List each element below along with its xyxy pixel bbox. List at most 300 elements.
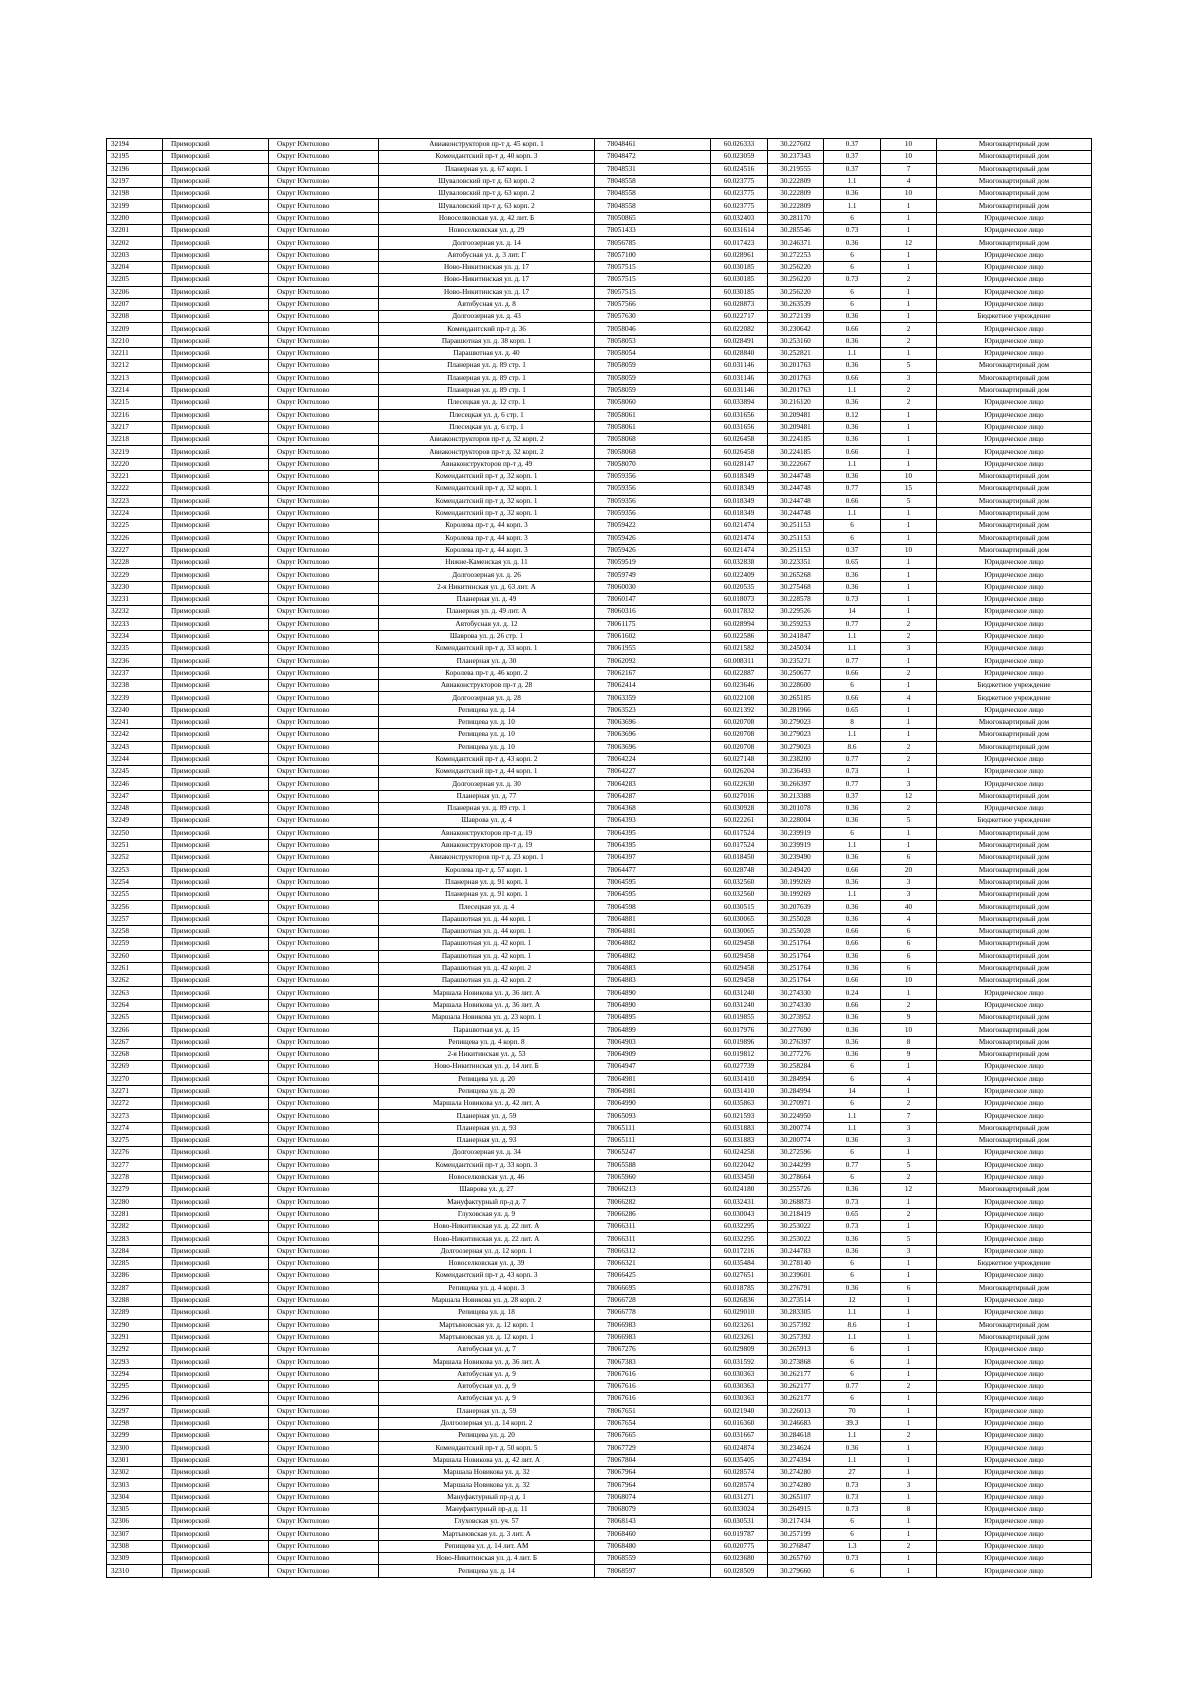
district-cell: Приморский — [163, 446, 269, 458]
code-cell: 78058060 — [595, 397, 711, 409]
count-cell: 1 — [881, 1061, 937, 1073]
table-row — [107, 507, 1092, 519]
count-cell: 3 — [881, 1135, 937, 1147]
code-cell: 78063359 — [595, 692, 711, 704]
code-cell: 78064903 — [595, 1036, 711, 1048]
district-cell: Приморский — [163, 1110, 269, 1122]
district-cell: Приморский — [163, 200, 269, 212]
address-cell: Мануфактурный пр-д д. 1 — [379, 1491, 595, 1503]
longitude-cell: 30.239919 — [768, 839, 824, 851]
table-row — [107, 483, 1092, 495]
latitude-cell: 60.026333 — [711, 139, 768, 151]
value-cell: 0.36 — [824, 335, 881, 347]
district-cell: Приморский — [163, 913, 269, 925]
latitude-cell: 60.008311 — [711, 655, 768, 667]
count-cell: 5 — [881, 495, 937, 507]
municipality-cell: Округ Юнтолово — [269, 1294, 379, 1306]
district-cell: Приморский — [163, 1282, 269, 1294]
table-row — [107, 1319, 1092, 1331]
table-row — [107, 1221, 1092, 1233]
count-cell: 3 — [881, 1122, 937, 1134]
latitude-cell: 60.018349 — [711, 483, 768, 495]
municipality-cell: Округ Юнтолово — [269, 1282, 379, 1294]
table-row — [107, 1516, 1092, 1528]
municipality-cell: Округ Юнтолово — [269, 618, 379, 630]
row-id-cell: 32303 — [107, 1479, 163, 1491]
municipality-cell: Округ Юнтолово — [269, 1491, 379, 1503]
table-row — [107, 962, 1092, 974]
category-cell: Юридическое лицо — [937, 1467, 1092, 1479]
district-cell: Приморский — [163, 397, 269, 409]
category-cell: Юридическое лицо — [937, 1479, 1092, 1491]
address-cell: Ново-Никитинская ул. д. 17 — [379, 286, 595, 298]
count-cell: 1 — [881, 716, 937, 728]
category-cell: Многоквартирный дом — [937, 938, 1092, 950]
code-cell: 78066286 — [595, 1208, 711, 1220]
value-cell: 0.77 — [824, 778, 881, 790]
table-row — [107, 938, 1092, 950]
category-cell: Многоквартирный дом — [937, 1184, 1092, 1196]
municipality-cell: Округ Юнтолово — [269, 323, 379, 335]
longitude-cell: 30.227602 — [768, 139, 824, 151]
count-cell: 1 — [881, 286, 937, 298]
municipality-cell: Округ Юнтолово — [269, 987, 379, 999]
category-cell: Юридическое лицо — [937, 1503, 1092, 1515]
count-cell: 3 — [881, 372, 937, 384]
district-cell: Приморский — [163, 311, 269, 323]
code-cell: 78068143 — [595, 1516, 711, 1528]
latitude-cell: 60.017524 — [711, 827, 768, 839]
category-cell: Юридическое лицо — [937, 249, 1092, 261]
category-cell: Юридическое лицо — [937, 593, 1092, 605]
district-cell: Приморский — [163, 630, 269, 642]
code-cell: 78067964 — [595, 1467, 711, 1479]
count-cell: 1 — [881, 434, 937, 446]
category-cell: Многоквартирный дом — [937, 384, 1092, 396]
municipality-cell: Округ Юнтолово — [269, 692, 379, 704]
count-cell: 1 — [881, 680, 937, 692]
municipality-cell: Округ Юнтолово — [269, 926, 379, 938]
table-row — [107, 175, 1092, 187]
code-cell: 78057100 — [595, 249, 711, 261]
code-cell: 78064895 — [595, 1012, 711, 1024]
value-cell: 0.77 — [824, 1159, 881, 1171]
district-cell: Приморский — [163, 901, 269, 913]
address-cell: Комендантский пр-т д. 36 — [379, 323, 595, 335]
longitude-cell: 30.255028 — [768, 926, 824, 938]
category-cell: Юридическое лицо — [937, 212, 1092, 224]
value-cell: 12 — [824, 1294, 881, 1306]
row-id-cell: 32255 — [107, 889, 163, 901]
municipality-cell: Округ Юнтолово — [269, 815, 379, 827]
row-id-cell: 32264 — [107, 999, 163, 1011]
category-cell: Юридическое лицо — [937, 421, 1092, 433]
latitude-cell: 60.031883 — [711, 1135, 768, 1147]
count-cell: 1 — [881, 507, 937, 519]
district-cell: Приморский — [163, 987, 269, 999]
municipality-cell: Округ Юнтолово — [269, 544, 379, 556]
category-cell: Многоквартирный дом — [937, 962, 1092, 974]
code-cell: 78066282 — [595, 1196, 711, 1208]
district-cell: Приморский — [163, 1516, 269, 1528]
value-cell: 0.36 — [824, 815, 881, 827]
value-cell: 1.1 — [824, 1454, 881, 1466]
municipality-cell: Округ Юнтолово — [269, 1245, 379, 1257]
district-cell: Приморский — [163, 532, 269, 544]
row-id-cell: 32279 — [107, 1184, 163, 1196]
address-cell: Репищева ул. д. 14 — [379, 1565, 595, 1577]
value-cell: 0.36 — [824, 1442, 881, 1454]
code-cell: 78061175 — [595, 618, 711, 630]
address-cell: Планерная ул. д. 91 корп. 1 — [379, 889, 595, 901]
table-row — [107, 975, 1092, 987]
municipality-cell: Округ Юнтолово — [269, 237, 379, 249]
row-id-cell: 32239 — [107, 692, 163, 704]
table-row — [107, 593, 1092, 605]
district-cell: Приморский — [163, 1491, 269, 1503]
category-cell: Многоквартирный дом — [937, 163, 1092, 175]
district-cell: Приморский — [163, 225, 269, 237]
value-cell: 0.77 — [824, 618, 881, 630]
row-id-cell: 32209 — [107, 323, 163, 335]
value-cell: 6 — [824, 1061, 881, 1073]
category-cell: Юридическое лицо — [937, 1344, 1092, 1356]
address-cell: Авиаконструкторов пр-т д. 49 — [379, 458, 595, 470]
value-cell: 0.36 — [824, 471, 881, 483]
value-cell: 0.66 — [824, 975, 881, 987]
municipality-cell: Округ Юнтолово — [269, 1454, 379, 1466]
count-cell: 6 — [881, 852, 937, 864]
latitude-cell: 60.031271 — [711, 1491, 768, 1503]
district-cell: Приморский — [163, 753, 269, 765]
district-cell: Приморский — [163, 1368, 269, 1380]
municipality-cell: Округ Юнтолово — [269, 1048, 379, 1060]
municipality-cell: Округ Юнтолово — [269, 1368, 379, 1380]
table-row — [107, 360, 1092, 372]
table-row — [107, 1479, 1092, 1491]
latitude-cell: 60.021474 — [711, 520, 768, 532]
value-cell: 8 — [824, 716, 881, 728]
address-cell: Парашютная ул. д. 44 корп. 1 — [379, 913, 595, 925]
value-cell: 0.77 — [824, 1380, 881, 1392]
table-row — [107, 667, 1092, 679]
row-id-cell: 32271 — [107, 1085, 163, 1097]
value-cell: 0.36 — [824, 950, 881, 962]
municipality-cell: Округ Юнтолово — [269, 384, 379, 396]
row-id-cell: 32220 — [107, 458, 163, 470]
category-cell: Юридическое лицо — [937, 1356, 1092, 1368]
count-cell: 1 — [881, 593, 937, 605]
district-cell: Приморский — [163, 1233, 269, 1245]
table-row — [107, 544, 1092, 556]
value-cell: 1.1 — [824, 839, 881, 851]
longitude-cell: 30.253022 — [768, 1233, 824, 1245]
count-cell: 7 — [881, 163, 937, 175]
row-id-cell: 32219 — [107, 446, 163, 458]
count-cell: 1 — [881, 1454, 937, 1466]
category-cell: Многоквартирный дом — [937, 1331, 1092, 1343]
municipality-cell: Округ Юнтолово — [269, 643, 379, 655]
category-cell: Юридическое лицо — [937, 606, 1092, 618]
longitude-cell: 30.251153 — [768, 532, 824, 544]
code-cell: 78067616 — [595, 1393, 711, 1405]
table-row — [107, 1245, 1092, 1257]
address-cell: Репищева ул. д. 20 — [379, 1430, 595, 1442]
latitude-cell: 60.017976 — [711, 1024, 768, 1036]
category-cell: Многоквартирный дом — [937, 876, 1092, 888]
latitude-cell: 60.017524 — [711, 839, 768, 851]
count-cell: 8 — [881, 1503, 937, 1515]
district-cell: Приморский — [163, 1171, 269, 1183]
code-cell: 78064883 — [595, 962, 711, 974]
latitude-cell: 60.029458 — [711, 962, 768, 974]
code-cell: 78061602 — [595, 630, 711, 642]
longitude-cell: 30.199269 — [768, 889, 824, 901]
address-cell: Репищева ул. д. 18 — [379, 1307, 595, 1319]
count-cell: 9 — [881, 1012, 937, 1024]
code-cell: 78057515 — [595, 286, 711, 298]
row-id-cell: 32259 — [107, 938, 163, 950]
longitude-cell: 30.281170 — [768, 212, 824, 224]
address-cell: Маршала Новикова ул. д. 32 — [379, 1479, 595, 1491]
latitude-cell: 60.023646 — [711, 680, 768, 692]
code-cell: 78058059 — [595, 360, 711, 372]
row-id-cell: 32310 — [107, 1565, 163, 1577]
count-cell: 1 — [881, 249, 937, 261]
latitude-cell: 60.030363 — [711, 1380, 768, 1392]
category-cell: Юридическое лицо — [937, 409, 1092, 421]
row-id-cell: 32215 — [107, 397, 163, 409]
latitude-cell: 60.028748 — [711, 864, 768, 876]
value-cell: 0.36 — [824, 1024, 881, 1036]
municipality-cell: Округ Юнтолово — [269, 1147, 379, 1159]
value-cell: 1.1 — [824, 630, 881, 642]
longitude-cell: 30.266397 — [768, 778, 824, 790]
latitude-cell: 60.033894 — [711, 397, 768, 409]
category-cell: Юридическое лицо — [937, 348, 1092, 360]
count-cell: 1 — [881, 1368, 937, 1380]
latitude-cell: 60.031410 — [711, 1073, 768, 1085]
district-cell: Приморский — [163, 1565, 269, 1577]
address-cell: Шаврова ул. д. 26 стр. 1 — [379, 630, 595, 642]
longitude-cell: 30.244299 — [768, 1159, 824, 1171]
municipality-cell: Округ Юнтолово — [269, 200, 379, 212]
district-cell: Приморский — [163, 286, 269, 298]
table-row — [107, 163, 1092, 175]
code-cell: 78063696 — [595, 741, 711, 753]
district-cell: Приморский — [163, 1454, 269, 1466]
count-cell: 10 — [881, 139, 937, 151]
category-cell: Юридическое лицо — [937, 1540, 1092, 1552]
longitude-cell: 30.285546 — [768, 225, 824, 237]
category-cell: Многоквартирный дом — [937, 188, 1092, 200]
category-cell: Юридическое лицо — [937, 1380, 1092, 1392]
value-cell: 0.73 — [824, 593, 881, 605]
count-cell: 2 — [881, 1171, 937, 1183]
municipality-cell: Округ Юнтолово — [269, 938, 379, 950]
row-id-cell: 32282 — [107, 1221, 163, 1233]
value-cell: 0.66 — [824, 999, 881, 1011]
value-cell: 1.1 — [824, 507, 881, 519]
district-cell: Приморский — [163, 803, 269, 815]
longitude-cell: 30.218419 — [768, 1208, 824, 1220]
latitude-cell: 60.019896 — [711, 1036, 768, 1048]
code-cell: 78060316 — [595, 606, 711, 618]
district-cell: Приморский — [163, 1479, 269, 1491]
district-cell: Приморский — [163, 175, 269, 187]
row-id-cell: 32241 — [107, 716, 163, 728]
municipality-cell: Округ Юнтолово — [269, 249, 379, 261]
address-cell: Комендантский пр-т д. 32 корп. 1 — [379, 495, 595, 507]
municipality-cell: Округ Юнтолово — [269, 1036, 379, 1048]
longitude-cell: 30.273868 — [768, 1356, 824, 1368]
longitude-cell: 30.251764 — [768, 962, 824, 974]
row-id-cell: 32248 — [107, 803, 163, 815]
longitude-cell: 30.274394 — [768, 1454, 824, 1466]
count-cell: 12 — [881, 1184, 937, 1196]
row-id-cell: 32261 — [107, 962, 163, 974]
municipality-cell: Округ Юнтолово — [269, 1503, 379, 1515]
latitude-cell: 60.033450 — [711, 1171, 768, 1183]
latitude-cell: 60.035484 — [711, 1258, 768, 1270]
table-row — [107, 261, 1092, 273]
table-row — [107, 913, 1092, 925]
row-id-cell: 32256 — [107, 901, 163, 913]
table-row — [107, 495, 1092, 507]
table-row — [107, 1294, 1092, 1306]
row-id-cell: 32268 — [107, 1048, 163, 1060]
address-cell: Парашютная ул. д. 42 корп. 1 — [379, 938, 595, 950]
latitude-cell: 60.026458 — [711, 446, 768, 458]
latitude-cell: 60.029458 — [711, 975, 768, 987]
address-cell: Новоселковская ул. д. 29 — [379, 225, 595, 237]
latitude-cell: 60.024258 — [711, 1147, 768, 1159]
address-cell: Парашютная ул. д. 42 корп. 2 — [379, 975, 595, 987]
code-cell: 78063696 — [595, 716, 711, 728]
longitude-cell: 30.224185 — [768, 434, 824, 446]
latitude-cell: 60.019812 — [711, 1048, 768, 1060]
longitude-cell: 30.244748 — [768, 483, 824, 495]
municipality-cell: Округ Юнтолово — [269, 212, 379, 224]
latitude-cell: 60.030363 — [711, 1368, 768, 1380]
district-cell: Приморский — [163, 372, 269, 384]
district-cell: Приморский — [163, 212, 269, 224]
count-cell: 2 — [881, 323, 937, 335]
address-cell: Королева пр-т д. 44 корп. 3 — [379, 532, 595, 544]
row-id-cell: 32290 — [107, 1319, 163, 1331]
value-cell: 1.1 — [824, 889, 881, 901]
value-cell: 0.66 — [824, 372, 881, 384]
municipality-cell: Округ Юнтолово — [269, 360, 379, 372]
code-cell: 78048531 — [595, 163, 711, 175]
municipality-cell: Округ Юнтолово — [269, 630, 379, 642]
longitude-cell: 30.279660 — [768, 1565, 824, 1577]
category-cell: Юридическое лицо — [937, 753, 1092, 765]
row-id-cell: 32301 — [107, 1454, 163, 1466]
municipality-cell: Округ Юнтолово — [269, 876, 379, 888]
latitude-cell: 60.017423 — [711, 237, 768, 249]
latitude-cell: 60.029458 — [711, 950, 768, 962]
longitude-cell: 30.199269 — [768, 876, 824, 888]
municipality-cell: Округ Юнтолово — [269, 335, 379, 347]
code-cell: 78062092 — [595, 655, 711, 667]
category-cell: Бюджетное учреждение — [937, 1258, 1092, 1270]
address-cell: Парашютная ул. д. 44 корп. 1 — [379, 926, 595, 938]
count-cell: 1 — [881, 581, 937, 593]
address-cell: Мартыновская ул. д. 12 корп. 1 — [379, 1319, 595, 1331]
latitude-cell: 60.022108 — [711, 692, 768, 704]
code-cell: 78067804 — [595, 1454, 711, 1466]
value-cell: 6 — [824, 249, 881, 261]
code-cell: 78068460 — [595, 1528, 711, 1540]
address-cell: Автобусная ул. д. 9 — [379, 1380, 595, 1392]
longitude-cell: 30.256220 — [768, 286, 824, 298]
municipality-cell: Округ Юнтолово — [269, 1430, 379, 1442]
value-cell: 1.1 — [824, 1331, 881, 1343]
count-cell: 1 — [881, 409, 937, 421]
code-cell: 78058054 — [595, 348, 711, 360]
row-id-cell: 32202 — [107, 237, 163, 249]
address-cell: Планерная ул. д. 67 корп. 1 — [379, 163, 595, 175]
address-cell: Шаврова ул. д. 27 — [379, 1184, 595, 1196]
municipality-cell: Округ Юнтолово — [269, 913, 379, 925]
address-cell: Комендантский пр-т д. 32 корп. 1 — [379, 483, 595, 495]
address-cell: Планерная ул. д. 93 — [379, 1122, 595, 1134]
address-cell: Комендантский пр-т д. 43 корп. 2 — [379, 753, 595, 765]
table-row — [107, 1171, 1092, 1183]
address-cell: Ново-Никитинская ул. д. 22 лит. А — [379, 1233, 595, 1245]
latitude-cell: 60.023680 — [711, 1553, 768, 1565]
district-cell: Приморский — [163, 458, 269, 470]
district-cell: Приморский — [163, 1196, 269, 1208]
count-cell: 4 — [881, 913, 937, 925]
latitude-cell: 60.026204 — [711, 766, 768, 778]
row-id-cell: 32289 — [107, 1307, 163, 1319]
count-cell: 5 — [881, 815, 937, 827]
longitude-cell: 30.265185 — [768, 692, 824, 704]
address-cell: Долгоозерная ул. д. 28 — [379, 692, 595, 704]
value-cell: 0.36 — [824, 913, 881, 925]
table-row — [107, 1467, 1092, 1479]
code-cell: 78064224 — [595, 753, 711, 765]
district-cell: Приморский — [163, 483, 269, 495]
table-row — [107, 926, 1092, 938]
category-cell: Юридическое лицо — [937, 1393, 1092, 1405]
value-cell: 6 — [824, 532, 881, 544]
count-cell: 10 — [881, 188, 937, 200]
municipality-cell: Округ Юнтолово — [269, 1098, 379, 1110]
code-cell: 78048558 — [595, 200, 711, 212]
municipality-cell: Округ Юнтолово — [269, 557, 379, 569]
longitude-cell: 30.237343 — [768, 151, 824, 163]
district-cell: Приморский — [163, 1430, 269, 1442]
municipality-cell: Округ Юнтолово — [269, 803, 379, 815]
row-id-cell: 32257 — [107, 913, 163, 925]
category-cell: Многоквартирный дом — [937, 852, 1092, 864]
count-cell: 1 — [881, 1085, 937, 1097]
code-cell: 78064990 — [595, 1098, 711, 1110]
count-cell: 1 — [881, 987, 937, 999]
municipality-cell: Округ Юнтолово — [269, 1270, 379, 1282]
longitude-cell: 30.234624 — [768, 1442, 824, 1454]
municipality-cell: Округ Юнтолово — [269, 286, 379, 298]
row-id-cell: 32211 — [107, 348, 163, 360]
code-cell: 78048472 — [595, 151, 711, 163]
row-id-cell: 32242 — [107, 729, 163, 741]
table-row — [107, 864, 1092, 876]
code-cell: 78064477 — [595, 864, 711, 876]
category-cell: Многоквартирный дом — [937, 151, 1092, 163]
